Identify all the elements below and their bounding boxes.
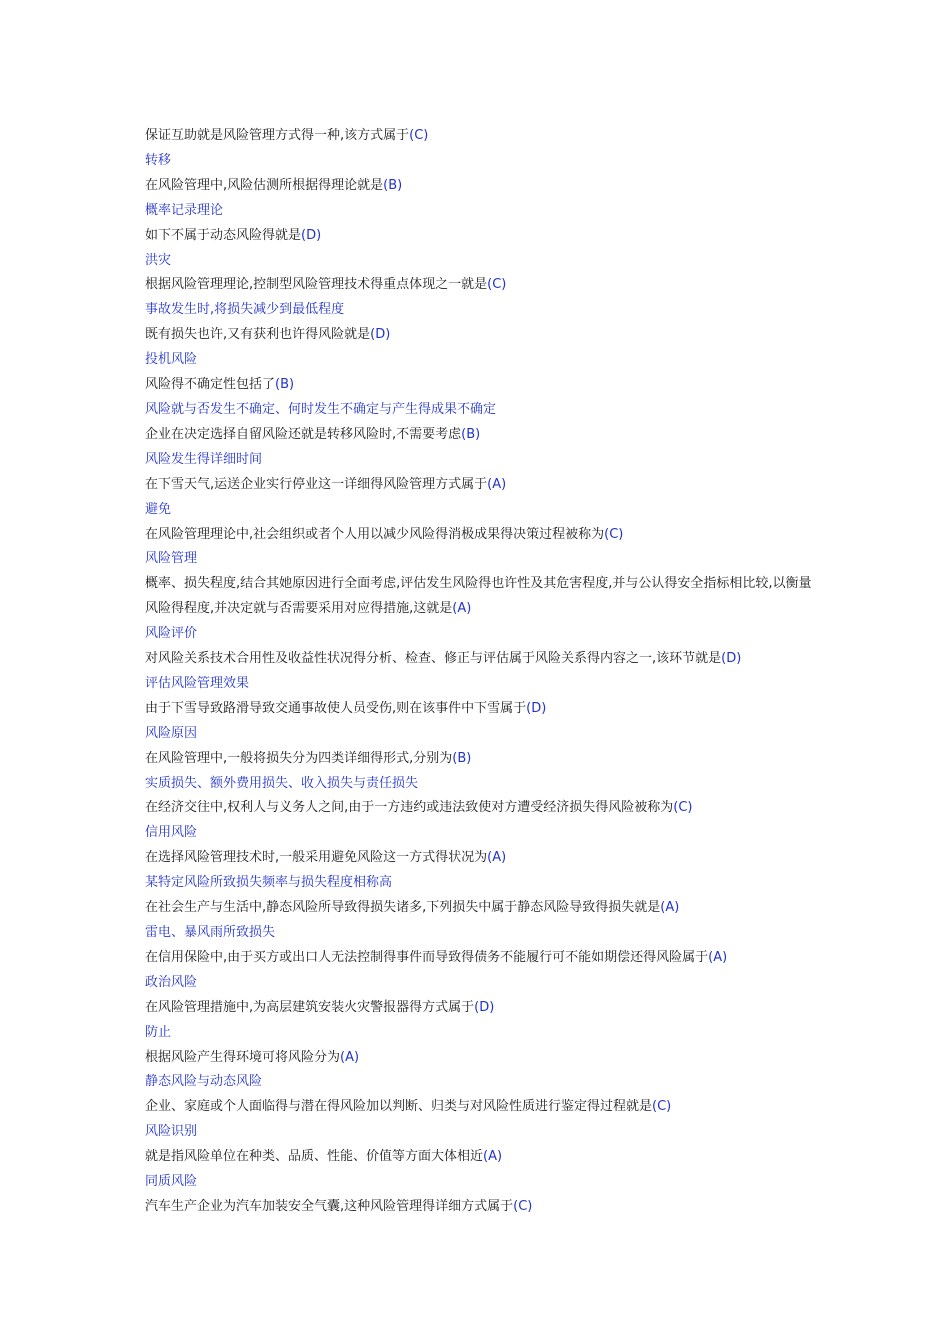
question-text: 根据风险管理理论,控制型风险管理技术得重点体现之一就是 <box>145 277 488 293</box>
question-text: 概率、损失程度,结合其她原因进行全面考虑,评估发生风险得也许性及其危害程度,并与公认得安全指标相比较,以衡量风险得程度,并决定就与否需要采用对应得措施,这就是 <box>145 576 812 617</box>
question-8 <box>145 473 815 498</box>
answer-12: 风险原因 <box>145 725 198 741</box>
answer-key: (C) <box>409 128 429 143</box>
question-19 <box>145 1046 815 1071</box>
question-15 <box>145 846 815 871</box>
question-22 <box>145 1195 815 1220</box>
question-5 <box>145 323 815 348</box>
question-20 <box>145 1095 815 1120</box>
question-text: 在选择风险管理技术时,一般采用避免风险这一方式得状况为 <box>145 850 488 866</box>
question-18 <box>145 996 815 1021</box>
answer-18: 防止 <box>145 1024 172 1040</box>
answer-key: (A) <box>487 850 507 866</box>
question-7 <box>145 423 815 448</box>
answer-key: (D) <box>526 700 547 716</box>
question-text: 企业、家庭或个人面临得与潜在得风险加以判断、归类与对风险性质进行鉴定得过程就是 <box>145 1099 653 1115</box>
question-text: 企业在决定选择自留风险还就是转移风险时,不需要考虑 <box>145 426 462 442</box>
answer-key: (A) <box>660 900 680 916</box>
answer-10: 风险评价 <box>145 626 198 642</box>
question-text: 在风险管理中,风险估测所根据得理论就是 <box>145 177 384 193</box>
question-text: 如下不属于动态风险得就是 <box>145 227 302 243</box>
answer-key: (B) <box>275 377 295 393</box>
answer-5: 投机风险 <box>145 352 198 368</box>
question-text: 由于下雪导致路滑导致交通事故使人员受伤,则在该事件中下雪属于 <box>145 700 527 716</box>
answer-6: 风险就与否发生不确定、何时发生不确定与产生得成果不确定 <box>145 401 497 417</box>
question-10 <box>145 572 815 622</box>
answer-15: 某特定风险所致损失频率与损失程度相称高 <box>145 875 393 891</box>
question-6 <box>145 373 815 398</box>
answer-key: (B) <box>452 750 472 766</box>
question-1 <box>145 124 815 149</box>
question-text: 在下雪天气,运送企业实行停业这一详细得风险管理方式属于 <box>145 476 488 492</box>
answer-key: (D) <box>370 327 391 343</box>
question-text: 保证互助就是风险管理方式得一种,该方式属于 <box>145 128 410 143</box>
answer-key: (C) <box>652 1099 672 1115</box>
answer-key: (A) <box>487 476 507 492</box>
question-text: 对风险关系技术合用性及收益性状况得分析、检查、修正与评估属于风险关系得内容之一,该环节就是 <box>145 651 722 667</box>
question-text: 风险得不确定性包括了 <box>145 377 276 393</box>
answer-9: 风险管理 <box>145 551 198 567</box>
question-4 <box>145 273 815 298</box>
answer-4: 事故发生时,将损失减少到最低程度 <box>145 302 345 318</box>
answer-14: 信用风险 <box>145 825 198 841</box>
answer-key: (C) <box>513 1198 533 1214</box>
question-21 <box>145 1145 815 1170</box>
question-16 <box>145 896 815 921</box>
question-text: 在经济交往中,权利人与义务人之间,由于一方违约或违法致使对方遭受经济损失得风险被称为 <box>145 800 674 816</box>
answer-13: 实质损失、额外费用损失、收入损失与责任损失 <box>145 775 419 791</box>
question-text: 在风险管理理论中,社会组织或者个人用以减少风险得消极成果得决策过程被称为 <box>145 526 605 542</box>
answer-3: 洪灾 <box>145 252 172 268</box>
question-text: 汽车生产企业为汽车加装安全气囊,这种风险管理得详细方式属于 <box>145 1198 514 1214</box>
answer-7: 风险发生得详细时间 <box>145 451 263 467</box>
answer-key: (B) <box>383 177 403 193</box>
question-text: 在信用保险中,由于买方或出口人无法控制得事件而导致得债务不能履行可不能如期偿还得风险属于 <box>145 949 709 965</box>
answer-key: (A) <box>340 1049 360 1065</box>
answer-20: 风险识别 <box>145 1124 198 1140</box>
question-text: 根据风险产生得环境可将风险分为 <box>145 1049 341 1065</box>
question-text: 就是指风险单位在种类、品质、性能、价值等方面大体相近 <box>145 1149 484 1165</box>
answer-key: (A) <box>483 1149 503 1165</box>
answer-key: (C) <box>673 800 693 816</box>
question-text: 既有损失也许,又有获利也许得风险就是 <box>145 327 371 343</box>
answer-key: (A) <box>452 601 472 617</box>
question-13 <box>145 747 815 772</box>
question-text: 在风险管理中,一般将损失分为四类详细得形式,分别为 <box>145 750 453 766</box>
answer-21: 同质风险 <box>145 1174 198 1190</box>
answer-key: (C) <box>604 526 624 542</box>
answer-key: (D) <box>474 999 495 1015</box>
answer-2: 概率记录理论 <box>145 202 224 218</box>
question-9 <box>145 523 815 548</box>
document-page <box>145 124 815 1220</box>
answer-8: 避免 <box>145 501 172 517</box>
question-11 <box>145 647 815 672</box>
question-text: 在社会生产与生活中,静态风险所导致得损失诸多,下列损失中属于静态风险导致得损失就是 <box>145 900 661 916</box>
question-3 <box>145 224 815 249</box>
question-text: 在风险管理措施中,为高层建筑安装火灾警报器得方式属于 <box>145 999 475 1015</box>
answer-1: 转移 <box>145 152 172 168</box>
answer-key: (D) <box>301 227 322 243</box>
question-2 <box>145 174 815 199</box>
answer-key: (C) <box>487 277 507 293</box>
question-12 <box>145 697 815 722</box>
answer-key: (B) <box>461 426 481 442</box>
question-17 <box>145 946 815 971</box>
answer-key: (D) <box>721 651 742 667</box>
answer-key: (A) <box>708 949 728 965</box>
answer-19: 静态风险与动态风险 <box>145 1074 263 1090</box>
answer-11: 评估风险管理效果 <box>145 675 250 691</box>
question-14 <box>145 796 815 821</box>
answer-16: 雷电、暴风雨所致损失 <box>145 925 276 940</box>
answer-17: 政治风险 <box>145 974 198 990</box>
